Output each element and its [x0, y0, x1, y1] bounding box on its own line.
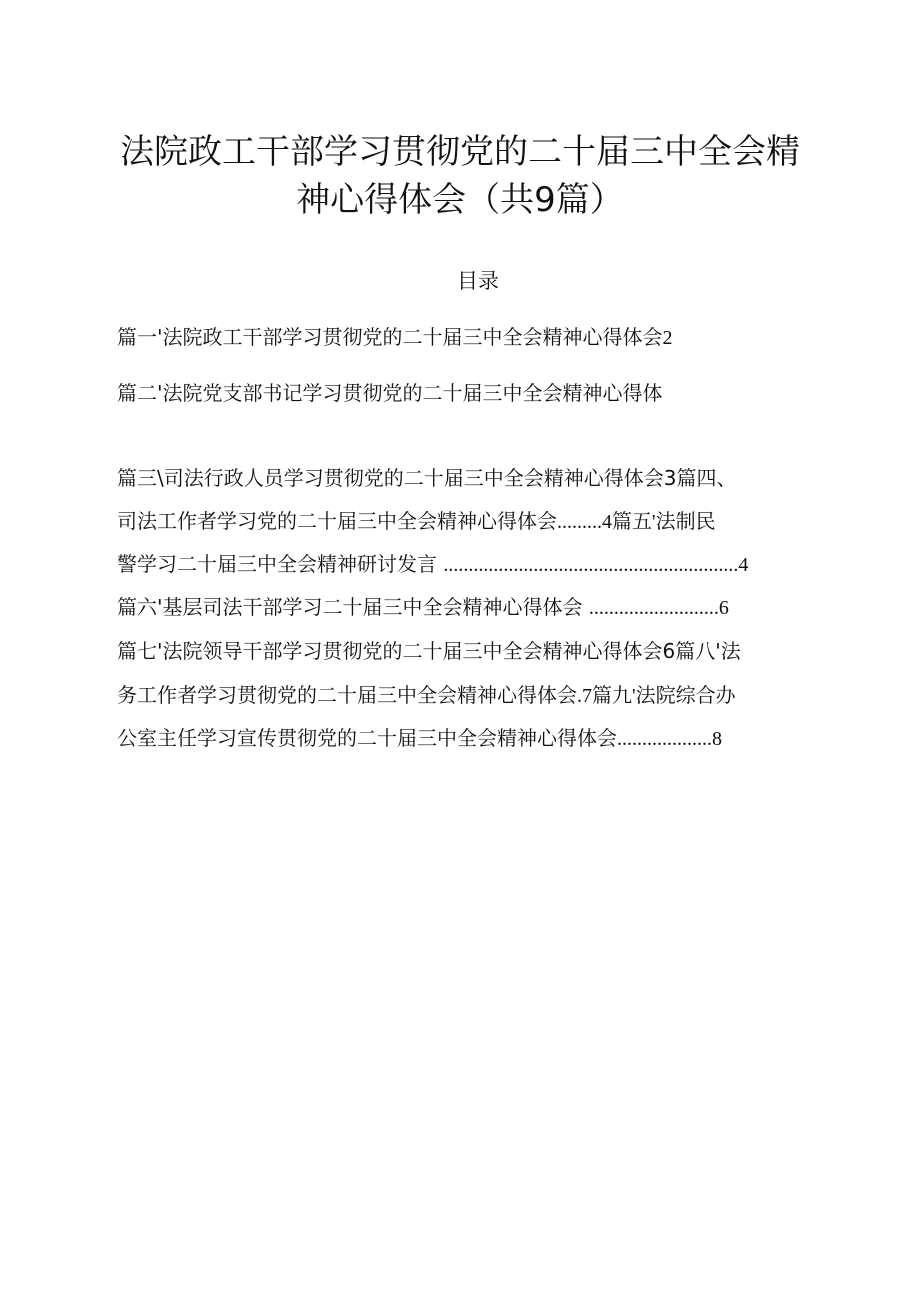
toc-entry-dots: ...................	[617, 728, 712, 750]
toc-entry-page: 8	[712, 728, 722, 750]
toc-entry-dots: .........	[557, 511, 602, 533]
toc-entry	[117, 378, 663, 409]
toc-entry-page: 2	[662, 327, 673, 349]
toc-entry	[117, 322, 673, 353]
toc-entry-dots: ...........................................................	[443, 554, 739, 576]
toc-entry-page: 6	[718, 597, 729, 619]
toc-entry-text: 司法工作者学习党的二十届三中全会精神心得体会	[117, 509, 557, 533]
toc-entry	[117, 506, 716, 537]
document-title-line-1: 法院政工干部学习贯彻党的二十届三中全会精	[120, 132, 800, 172]
toc-entry	[117, 636, 741, 667]
toc-entry-text: 警学习二十届三中全会精神研讨发言	[117, 552, 444, 576]
toc-entry-text: 篇七'法院领导干部学习贯彻党的二十届三中全会精神心得体会6篇八'法	[117, 639, 741, 663]
toc-entry-page: 4	[738, 554, 749, 576]
toc-entry	[117, 549, 748, 580]
toc-entry-text: 公室主任学习宣传贯彻党的二十届三中全会精神心得体会	[117, 726, 617, 750]
toc-entry-text: 篇二'法院党支部书记学习贯彻党的二十届三中全会精神心得体	[117, 381, 663, 405]
toc-entry-text: 篇三\司法行政人员学习贯彻党的二十届三中全会精神心得体会3篇四、	[117, 466, 737, 490]
document-title-line-2: 神心得体会（共9篇）	[296, 180, 624, 220]
toc-entry	[117, 592, 729, 623]
toc-entry-page: 7篇九'法院综合办	[582, 685, 736, 707]
toc-entry-dots: ..........................	[588, 597, 719, 619]
toc-entry-text: 篇六'基层司法干部学习二十届三中全会精神心得体会	[117, 595, 589, 619]
toc-entry-text: 务工作者学习贯彻党的二十届三中全会精神心得体会	[117, 683, 577, 707]
toc-entry	[117, 463, 736, 494]
toc-heading: 目录	[457, 269, 499, 293]
toc-entry	[117, 723, 722, 754]
toc-entry-page: 4篇五'法制民	[602, 511, 716, 533]
toc-entry-text: 篇一'法院政工干部学习贯彻党的二十届三中全会精神心得体会	[117, 325, 663, 349]
toc-entry	[117, 680, 736, 711]
toc-entry-dots: .	[577, 685, 582, 707]
